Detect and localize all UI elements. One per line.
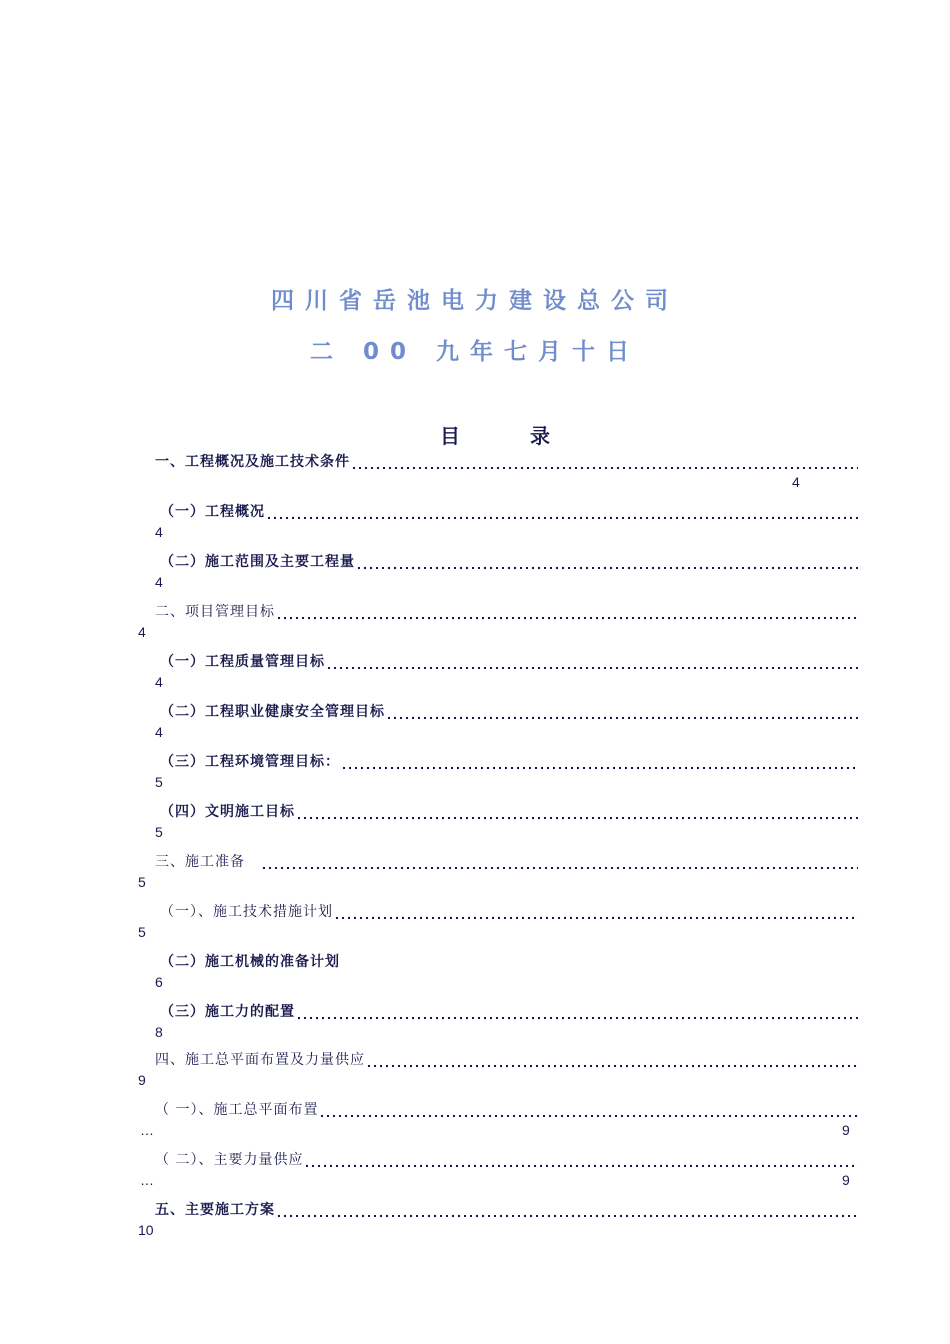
toc-entry[interactable] <box>0 848 950 898</box>
toc-entry-row <box>155 598 858 622</box>
toc-entry-label: （ 一）、施工总平面布置 <box>155 1102 319 1118</box>
toc-entry-row <box>160 898 858 922</box>
toc-title-char-2: 录 <box>530 424 550 448</box>
toc-entry[interactable] <box>0 698 950 748</box>
toc-entry-page: 6 <box>155 974 163 990</box>
dot-leader <box>366 1050 858 1070</box>
toc-entry[interactable] <box>0 498 950 548</box>
toc-entry-page: 8 <box>155 1024 163 1040</box>
toc-entry[interactable] <box>0 548 950 598</box>
toc-entry-row <box>160 548 858 572</box>
dot-leader <box>296 1002 858 1022</box>
toc-entry-label: 四、施工总平面布置及力量供应 <box>155 1052 365 1068</box>
toc-entry[interactable] <box>0 998 950 1048</box>
toc-entry-row <box>155 848 858 872</box>
toc-entry-ellipsis: … <box>140 1122 155 1138</box>
toc-entry-page: 9 <box>842 1172 850 1188</box>
toc-entry[interactable] <box>0 898 950 948</box>
toc-entry[interactable] <box>0 1196 950 1246</box>
toc-entry-label: （二）施工范围及主要工程量 <box>160 554 355 570</box>
dot-leader <box>351 452 858 472</box>
toc-entry-row <box>155 1096 858 1120</box>
toc-entry-page: 5 <box>155 774 163 790</box>
dot-leader <box>341 752 858 772</box>
toc-entry-row <box>160 998 858 1022</box>
toc-entry-label: （二）施工机械的准备计划 <box>160 954 340 970</box>
toc-entry-page: 4 <box>155 674 163 690</box>
toc-entry[interactable] <box>0 1096 950 1146</box>
toc-entry-label: （一）、施工技术措施计划 <box>160 904 333 920</box>
toc-entry-label: （四）文明施工目标 <box>160 804 295 820</box>
toc-entry-label: 二、项目管理目标 <box>155 604 275 620</box>
dot-leader <box>386 702 858 722</box>
toc-entry-row <box>155 1196 858 1220</box>
toc-title-char-1: 目 <box>440 424 460 448</box>
toc-entry[interactable] <box>0 648 950 698</box>
toc-entry-label: （三）施工力的配置 <box>160 1004 295 1020</box>
dot-leader <box>296 802 858 822</box>
toc-entry-row <box>155 1046 858 1070</box>
document-date: 二 00 九年七月十日 <box>309 339 641 365</box>
toc-entry-row <box>160 698 858 722</box>
toc-entry[interactable] <box>0 798 950 848</box>
toc-entry-page: 9 <box>138 1072 146 1088</box>
toc-entry[interactable] <box>0 748 950 798</box>
toc-entry-label: 三、施工准备 <box>155 854 245 870</box>
toc-entry-label: （二）工程职业健康安全管理目标 <box>160 704 385 720</box>
toc-entry-page: 9 <box>842 1122 850 1138</box>
dot-leader <box>326 652 858 672</box>
toc-entry-label: （三）工程环境管理目标： <box>160 754 340 770</box>
dot-leader <box>261 852 858 872</box>
toc-entry[interactable] <box>0 1146 950 1196</box>
toc-entry-page: 5 <box>138 874 146 890</box>
toc-entry-label: （一）工程概况 <box>160 504 265 520</box>
toc-entry[interactable] <box>0 598 950 648</box>
toc-entry-label: 五、主要施工方案 <box>155 1202 275 1218</box>
dot-leader <box>276 1200 858 1220</box>
toc-entry-page: 4 <box>155 724 163 740</box>
toc-entry-ellipsis: … <box>140 1172 155 1188</box>
toc-entry-label: 一、工程概况及施工技术条件 <box>155 454 350 470</box>
toc-entry-page: 4 <box>155 524 163 540</box>
toc-entry-label: （一）工程质量管理目标 <box>160 654 325 670</box>
toc-entry-row <box>160 648 858 672</box>
toc-entry-row <box>155 1146 858 1170</box>
toc-entry-page: 4 <box>155 574 163 590</box>
toc-entry-page: 5 <box>138 924 146 940</box>
toc-entry-row <box>160 498 858 522</box>
toc-entry-row <box>160 948 858 972</box>
dot-leader <box>276 602 858 622</box>
toc-entry-row <box>155 448 858 472</box>
toc-entry-page: 4 <box>138 624 146 640</box>
company-name: 四川省岳池电力建设总公司 <box>271 288 679 314</box>
toc-entry-page: 4 <box>792 474 800 490</box>
toc-entry-label: （ 二）、主要力量供应 <box>155 1152 304 1168</box>
dot-leader <box>356 552 858 572</box>
toc-title <box>440 420 550 449</box>
toc-entry[interactable] <box>0 948 950 998</box>
toc-entry-row <box>160 798 858 822</box>
dot-leader <box>334 902 858 922</box>
toc-entry-page: 10 <box>138 1222 154 1238</box>
toc-entry[interactable] <box>0 448 950 498</box>
dot-leader <box>304 1150 858 1170</box>
toc-entry[interactable] <box>0 1046 950 1096</box>
toc-entry-page: 5 <box>155 824 163 840</box>
dot-leader <box>266 502 858 522</box>
dot-leader <box>319 1100 858 1120</box>
toc-entry-row <box>160 748 858 772</box>
